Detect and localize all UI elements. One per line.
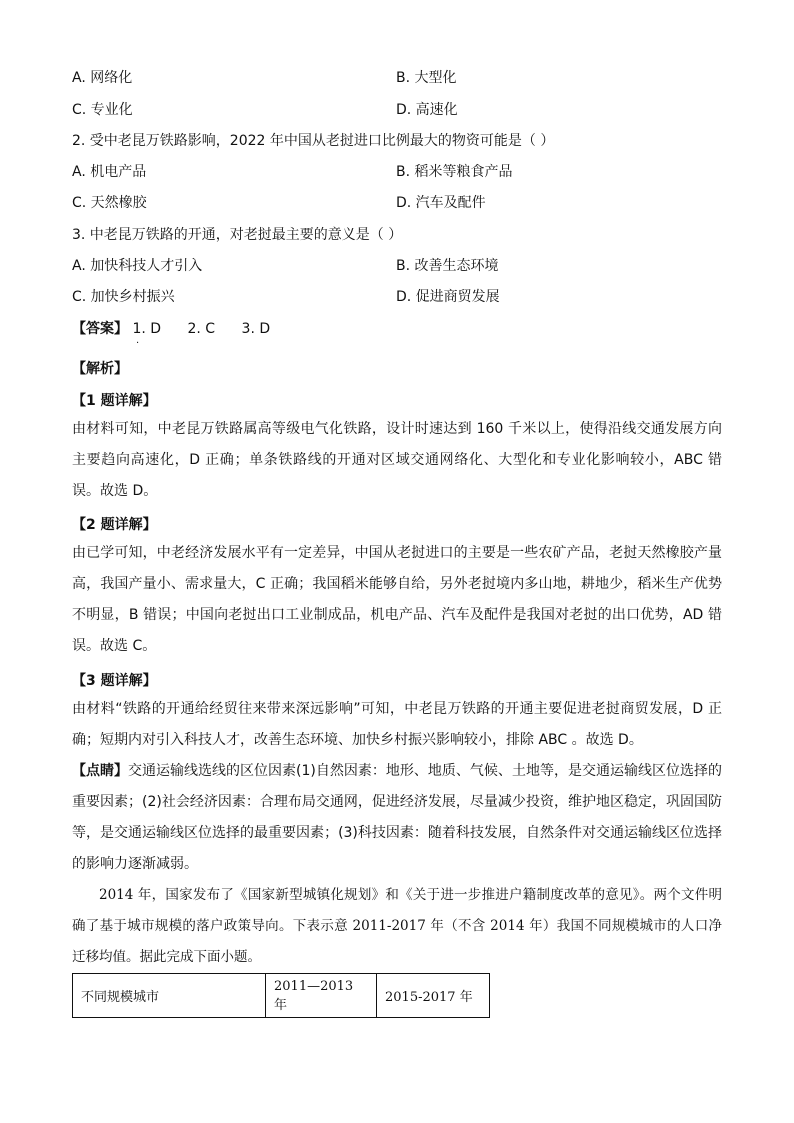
detail-3-tag: 【3 题详解】 bbox=[72, 673, 157, 689]
q3-option-a: A. 加快科技人才引入 bbox=[72, 258, 203, 274]
table-header-cell: 2011—2013 年 bbox=[266, 974, 377, 1018]
answer-row bbox=[72, 318, 292, 338]
detail-1-text: 由材料可知，中老昆万铁路属高等级电气化铁路，设计时速达到 160 千米以上，使得沿线交通发展方向主要趋向高速化，D 正确；单条铁路线的开通对区域交通网络化、大型化和专业化影响较小，ABC 错误。故选 D。 bbox=[72, 421, 722, 499]
q1-option-c: C. 专业化 bbox=[72, 102, 133, 118]
tip-tag: 【点睛】 bbox=[72, 763, 129, 779]
table-header-cell: 不同规模城市 bbox=[73, 974, 266, 1018]
q2-option-d: D. 汽车及配件 bbox=[396, 195, 486, 211]
answer-2: 2. C bbox=[187, 321, 216, 337]
detail-3-text: 由材料“铁路的开通给经贸往来带来深远影响”可知，中老昆万铁路的开通主要促进老挝商贸发展，D 正确；短期内对引入科技人才，改善生态环境、加快乡村振兴影响较小，排除 ABC 。故选 D。 bbox=[72, 701, 722, 748]
q3-stem: 3. 中老昆万铁路的开通，对老挝最主要的意义是（ ） bbox=[72, 227, 403, 243]
detail-2-tag: 【2 题详解】 bbox=[72, 517, 157, 533]
q2-option-c: C. 天然橡胶 bbox=[72, 195, 147, 211]
q2-options-row-2 bbox=[72, 192, 722, 212]
table-header-cell: 2015-2017 年 bbox=[377, 974, 490, 1018]
q1-options-row-1 bbox=[72, 67, 722, 87]
table-header-row bbox=[73, 974, 490, 1018]
detail-2-text: 由已学可知，中老经济发展水平有一定差异，中国从老挝进口的主要是一些农矿产品，老挝天然橡胶产量高，我国产量小、需求量大，C 正确；我国稻米能够自给，另外老挝境内多山地，耕地少，稻米生产优势不明显，B 错误；中国向老挝出口工业制成品，机电产品、汽车及配件是我国对老挝的出口优势，AD 错误。故选 C。 bbox=[72, 545, 722, 654]
q1-option-d: D. 高速化 bbox=[396, 102, 458, 118]
q2-stem: 2. 受中老昆万铁路影响，2022 年中国从老挝进口比例最大的物资可能是（ ） bbox=[72, 133, 555, 149]
q1-option-b: B. 大型化 bbox=[396, 70, 457, 86]
q3-options-row-1 bbox=[72, 255, 722, 275]
q3-option-d: D. 促进商贸发展 bbox=[396, 289, 500, 305]
answer-tag: 【答案】 bbox=[72, 321, 128, 337]
q3-option-b: B. 改善生态环境 bbox=[396, 258, 499, 274]
q1-option-a: A. 网络化 bbox=[72, 70, 133, 86]
q1-options-row-2 bbox=[72, 99, 722, 119]
migration-table bbox=[72, 973, 490, 1018]
decorative-dot: · bbox=[136, 338, 140, 349]
answer-3: 3. D bbox=[241, 321, 271, 337]
detail-1-tag: 【1 题详解】 bbox=[72, 393, 157, 409]
analysis-tag: 【解析】 bbox=[72, 361, 128, 377]
q2-option-b: B. 稻米等粮食产品 bbox=[396, 164, 513, 180]
answer-1: 1. D bbox=[132, 321, 162, 337]
tip-text: 交通运输线选线的区位因素(1)自然因素：地形、地质、气候、土地等，是交通运输线区位选择的重要因素；(2)社会经济因素：合理布局交通网，促进经济发展，尽量减少投资，维护地区稳定，巩固国防等，是交通运输线区位选择的最重要因素；(3)科技因素：随着科技发展，自然条件对交通运输线区位选择的影响力逐渐减弱。 bbox=[72, 763, 722, 872]
material-paragraph: 2014 年，国家发布了《国家新型城镇化规划》和《关于进一步推进户籍制度改革的意见》。两个文件明确了基于城市规模的落户政策导向。下表示意 2011-2017 年（不含 2014 年）我国不同规模城市的人口净迁移均值。据此完成下面小题。 bbox=[72, 887, 722, 965]
q3-options-row-2 bbox=[72, 286, 722, 306]
q2-option-a: A. 机电产品 bbox=[72, 164, 147, 180]
q3-option-c: C. 加快乡村振兴 bbox=[72, 289, 175, 305]
q2-options-row-1 bbox=[72, 161, 722, 181]
tip-paragraph bbox=[72, 756, 722, 880]
